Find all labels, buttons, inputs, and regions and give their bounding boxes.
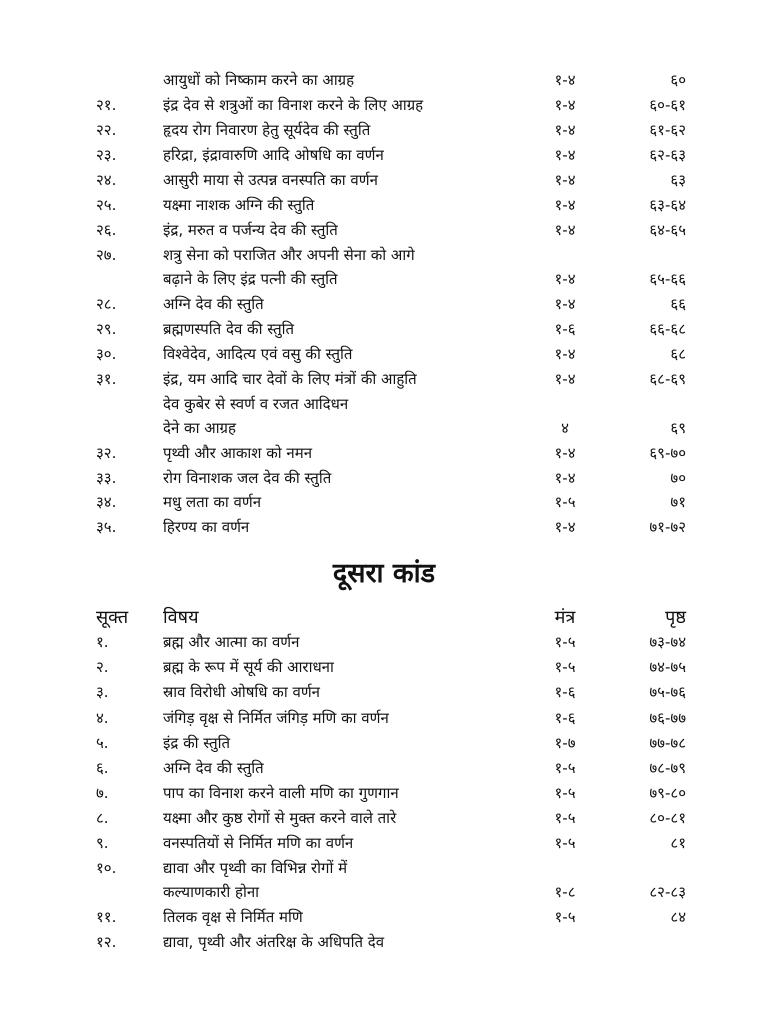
mantra-range: १-४ (554, 469, 576, 487)
sukt-subject: इंद्र देव से शत्रुओं का विनाश करने के लिए आग्रह (163, 96, 424, 114)
mantra-range: १-६ (554, 320, 576, 338)
page-range: ८१ (670, 834, 686, 852)
page-range: ७८-७९ (649, 759, 686, 777)
mantra-range: १-५ (554, 493, 576, 511)
mantra-range: १-४ (554, 196, 576, 214)
sukt-subject: हिरण्य का वर्णन (163, 518, 250, 536)
sukt-number: ७. (96, 784, 109, 802)
column-header-sukt: सूक्त (96, 607, 129, 628)
toc-row (0, 441, 768, 465)
sukt-number: ५. (96, 734, 109, 752)
toc-row (0, 781, 768, 805)
sukt-subject: आसुरी माया से उत्पन्न वनस्पति का वर्णन (163, 171, 378, 189)
page-range: ६४-६५ (649, 221, 686, 239)
mantra-range: १-४ (554, 71, 576, 89)
sukt-subject: तिलक वृक्ष से निर्मित मणि (163, 908, 303, 926)
toc-row (0, 392, 768, 416)
page-range: ६६-६८ (649, 320, 686, 338)
toc-row (0, 655, 768, 679)
sukt-subject: शत्रु सेना को पराजित और अपनी सेना को आगे (163, 246, 415, 264)
sukt-number: ९. (96, 834, 109, 852)
page-range: ७४-७५ (649, 658, 686, 676)
mantra-range: १-८ (554, 883, 576, 901)
sukt-number: ३२. (96, 444, 117, 462)
page-range: ६९ (670, 419, 686, 437)
page-range: ७६-७७ (649, 709, 686, 727)
toc-row (0, 905, 768, 929)
sukt-subject: यक्ष्मा नाशक अग्नि की स्तुति (163, 196, 315, 214)
toc-row (0, 831, 768, 855)
sukt-subject: रोग विनाशक जल देव की स्तुति (163, 469, 332, 487)
page-range: ८२-८३ (649, 883, 686, 901)
mantra-range: १-४ (554, 146, 576, 164)
toc-row (0, 930, 768, 954)
sukt-subject: पाप का विनाश करने वाली मणि का गुणगान (163, 784, 399, 802)
sukt-subject: अग्नि देव की स्तुति (163, 295, 264, 313)
toc-row (0, 118, 768, 142)
toc-row (0, 267, 768, 291)
sukt-number: २४. (96, 171, 117, 189)
page-range: ६६ (670, 295, 686, 313)
sukt-subject: स्राव विरोधी ओषधि का वर्णन (163, 683, 320, 701)
mantra-range: १-४ (554, 295, 576, 313)
page-range: ६९-७० (649, 444, 686, 462)
section-heading: दूसरा कांड (332, 558, 436, 589)
mantra-range: १-४ (554, 96, 576, 114)
page-range: ७० (670, 469, 686, 487)
sukt-subject: देने का आग्रह (163, 419, 236, 437)
toc-row (0, 168, 768, 192)
sukt-subject: ब्रह्म के रूप में सूर्य की आराधना (163, 658, 334, 676)
sukt-number: ३. (96, 683, 109, 701)
page-range: ६३ (670, 171, 686, 189)
sukt-subject: ब्रह्मणस्पति देव की स्तुति (163, 320, 295, 338)
mantra-range: १-४ (554, 121, 576, 139)
sukt-subject: कल्याणकारी होना (163, 883, 260, 901)
sukt-number: ६. (96, 759, 109, 777)
column-header-row (0, 604, 768, 632)
toc-row (0, 630, 768, 654)
column-header-mantra: मंत्र (554, 607, 576, 628)
page-range: ६५-६६ (649, 270, 686, 288)
mantra-range: १-६ (554, 683, 576, 701)
sukt-number: १२. (96, 933, 117, 951)
page-range: ६८-६९ (649, 370, 686, 388)
mantra-range: ४ (561, 419, 569, 437)
mantra-range: १-४ (554, 270, 576, 288)
toc-row (0, 367, 768, 391)
sukt-number: ३५. (96, 518, 117, 536)
toc-row (0, 93, 768, 117)
page-range: ६१-६२ (649, 121, 686, 139)
sukt-number: ३०. (96, 345, 117, 363)
toc-row (0, 856, 768, 880)
sukt-number: ३४. (96, 493, 117, 511)
mantra-range: १-५ (554, 809, 576, 827)
mantra-range: १-५ (554, 784, 576, 802)
sukt-number: ३१. (96, 370, 117, 388)
sukt-subject: इंद्र, यम आदि चार देवों के लिए मंत्रों की आहुति (163, 370, 417, 388)
sukt-number: २३. (96, 146, 117, 164)
mantra-range: १-५ (554, 759, 576, 777)
sukt-number: ८. (96, 809, 109, 827)
sukt-number: २५. (96, 196, 117, 214)
sukt-number: २७. (96, 246, 117, 264)
mantra-range: १-५ (554, 908, 576, 926)
toc-row (0, 416, 768, 440)
page-range: ८४ (670, 908, 686, 926)
toc-row (0, 68, 768, 92)
sukt-number: २२. (96, 121, 117, 139)
mantra-range: १-७ (554, 734, 576, 752)
sukt-number: १०. (96, 859, 117, 877)
page-range: ६३-६४ (649, 196, 686, 214)
page-range: ६०-६१ (649, 96, 686, 114)
column-header-vishay: विषय (163, 607, 199, 628)
page-range: ८०-८१ (649, 809, 686, 827)
toc-row (0, 515, 768, 539)
sukt-number: २८. (96, 295, 117, 313)
sukt-subject: इंद्र, मरुत व पर्जन्य देव की स्तुति (163, 221, 338, 239)
toc-row (0, 218, 768, 242)
sukt-subject: हरिद्रा, इंद्रावारुणि आदि ओषधि का वर्णन (163, 146, 384, 164)
toc-row (0, 193, 768, 217)
sukt-subject: आयुधों को निष्काम करने का आग्रह (163, 71, 355, 89)
page-range: ७१-७२ (649, 518, 686, 536)
mantra-range: १-४ (554, 444, 576, 462)
column-header-page: पृष्ठ (665, 607, 686, 628)
mantra-range: १-४ (554, 370, 576, 388)
mantra-range: १-५ (554, 633, 576, 651)
mantra-range: १-४ (554, 345, 576, 363)
sukt-subject: अग्नि देव की स्तुति (163, 759, 264, 777)
toc-row (0, 706, 768, 730)
mantra-range: १-५ (554, 834, 576, 852)
mantra-range: १-६ (554, 709, 576, 727)
sukt-subject: वनस्पतियों से निर्मित मणि का वर्णन (163, 834, 354, 852)
sukt-subject: जंगिड़ वृक्ष से निर्मित जंगिड़ मणि का वर्णन (163, 709, 389, 727)
sukt-subject: बढ़ाने के लिए इंद्र पत्नी की स्तुति (163, 270, 338, 288)
sukt-subject: यक्ष्मा और कुष्ठ रोगों से मुक्त करने वाले तारे (163, 809, 397, 827)
mantra-range: १-४ (554, 171, 576, 189)
mantra-range: १-४ (554, 518, 576, 536)
sukt-subject: हृदय रोग निवारण हेतु सूर्यदेव की स्तुति (163, 121, 371, 139)
mantra-range: १-४ (554, 221, 576, 239)
sukt-number: ४. (96, 709, 109, 727)
toc-row (0, 292, 768, 316)
toc-row (0, 880, 768, 904)
toc-row (0, 490, 768, 514)
sukt-subject: इंद्र की स्तुति (163, 734, 231, 752)
sukt-subject: द्यावा, पृथ्वी और अंतरिक्ष के अधिपति देव (163, 933, 385, 951)
toc-row (0, 756, 768, 780)
sukt-number: ३३. (96, 469, 117, 487)
sukt-subject: मधु लता का वर्णन (163, 493, 262, 511)
mantra-range: १-५ (554, 658, 576, 676)
page-range: ७७-७८ (649, 734, 686, 752)
sukt-number: २. (96, 658, 109, 676)
sukt-subject: पृथ्वी और आकाश को नमन (163, 444, 313, 462)
toc-row (0, 731, 768, 755)
page-range: ६० (670, 71, 686, 89)
toc-row (0, 317, 768, 341)
sukt-subject: द्यावा और पृथ्वी का विभिन्न रोगों में (163, 859, 348, 877)
page-range: ६८ (670, 345, 686, 363)
sukt-number: ११. (96, 908, 117, 926)
toc-row (0, 806, 768, 830)
sukt-subject: विश्वेदेव, आदित्य एवं वसु की स्तुति (163, 345, 353, 363)
page-range: ७१ (670, 493, 686, 511)
sukt-number: २६. (96, 221, 117, 239)
page-range: ७३-७४ (649, 633, 686, 651)
toc-row (0, 143, 768, 167)
toc-row (0, 243, 768, 267)
sukt-number: २९. (96, 320, 117, 338)
page-range: ७९-८० (649, 784, 686, 802)
sukt-number: १. (96, 633, 109, 651)
toc-row (0, 466, 768, 490)
page-range: ६२-६३ (649, 146, 686, 164)
toc-row (0, 680, 768, 704)
toc-row (0, 342, 768, 366)
page-range: ७५-७६ (649, 683, 686, 701)
sukt-subject: ब्रह्म और आत्मा का वर्णन (163, 633, 300, 651)
sukt-subject: देव कुबेर से स्वर्ण व रजत आदिधन (163, 395, 349, 413)
sukt-number: २१. (96, 96, 117, 114)
